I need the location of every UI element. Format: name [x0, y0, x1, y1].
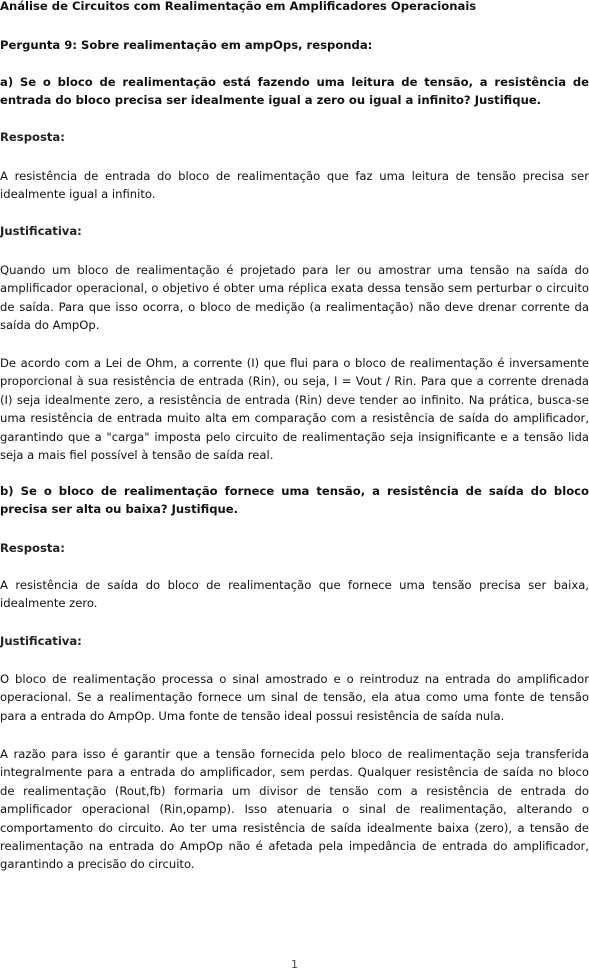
- document-title: Análise de Circuitos com Realimentação em Amplificadores Operacionais: [0, 0, 477, 13]
- part-a-paragraph-1: Quando um bloco de realimentação é projetado para ler ou amostrar uma tensão na saída do amplificador operacional, o objetivo é obter uma réplica exata dessa tensão sem perturbar o circuito de saída. Para que isso ocorra, o bloco de medição (a realimentação) não deve drenar corrente da saída do AmpOp.: [0, 263, 589, 333]
- part-b-answer: A resistência de saída do bloco de realimentação que fornece uma tensão precisa ser baixa, idealmente zero.: [0, 578, 589, 611]
- part-a-paragraph-2: De acordo com a Lei de Ohm, a corrente (I) que flui para o bloco de realimentação é inversamente proporcional à sua resistência de entrada (Rin), ou seja, I = Vout / Rin. Para que a corrente drenada (I) seja idealmente zero, a resistência de entrada (Rin) deve tender ao infinito. Na prática, busca-se uma resistência de entrada muito alta em comparação com a resistência de saída do amplificador, garantindo que a "carga" imposta pelo circuito de realimentação seja insignificante e a tensão lida seja a mais fiel possível à tensão de saída real.: [0, 356, 589, 463]
- part-a-justification-label: Justificativa:: [0, 224, 82, 238]
- part-b-justification-label: Justificativa:: [0, 634, 82, 648]
- part-b-paragraph-2: A razão para isso é garantir que a tensão fornecida pelo bloco de realimentação seja transferida integralmente para a entrada do amplificador, sem perdas. Qualquer resistência de saída no bloco de realimentação (Rout,fb) formaria um divisor de tensão com a resistência de entrada do amplificador operacional (Rin,opamp). Isso atenuaria o sinal de realimentação, alterando o comportamento do circuito. Ao ter uma resistência de saída idealmente baixa (zero), a tensão de realimentação na entrada do AmpOp não é afetada pela impedância de entrada do amplificador, garantindo a precisão do circuito.: [0, 747, 589, 872]
- part-b-question: b) Se o bloco de realimentação fornece uma tensão, a resistência de saída do bloco precisa ser alta ou baixa? Justifique.: [0, 484, 589, 517]
- part-a-question: a) Se o bloco de realimentação está fazendo uma leitura de tensão, a resistência de entrada do bloco precisa ser idealmente igual a zero ou igual a infinito? Justifique.: [0, 75, 589, 108]
- page-number: 1: [291, 958, 298, 971]
- part-b-answer-label: Resposta:: [0, 541, 65, 555]
- part-a-answer: A resistência de entrada do bloco de realimentação que faz uma leitura de tensão precisa ser idealmente igual a infinito.: [0, 169, 589, 202]
- part-b-paragraph-1: O bloco de realimentação processa o sinal amostrado e o reintroduz na entrada do amplificador operacional. Se a realimentação fornece um sinal de tensão, ela atua como uma fonte de tensão para a entrada do AmpOp. Uma fonte de tensão ideal possui resistência de saída nula.: [0, 672, 589, 723]
- part-a-answer-label: Resposta:: [0, 130, 65, 144]
- question-heading: Pergunta 9: Sobre realimentação em ampOps, responda:: [0, 38, 373, 52]
